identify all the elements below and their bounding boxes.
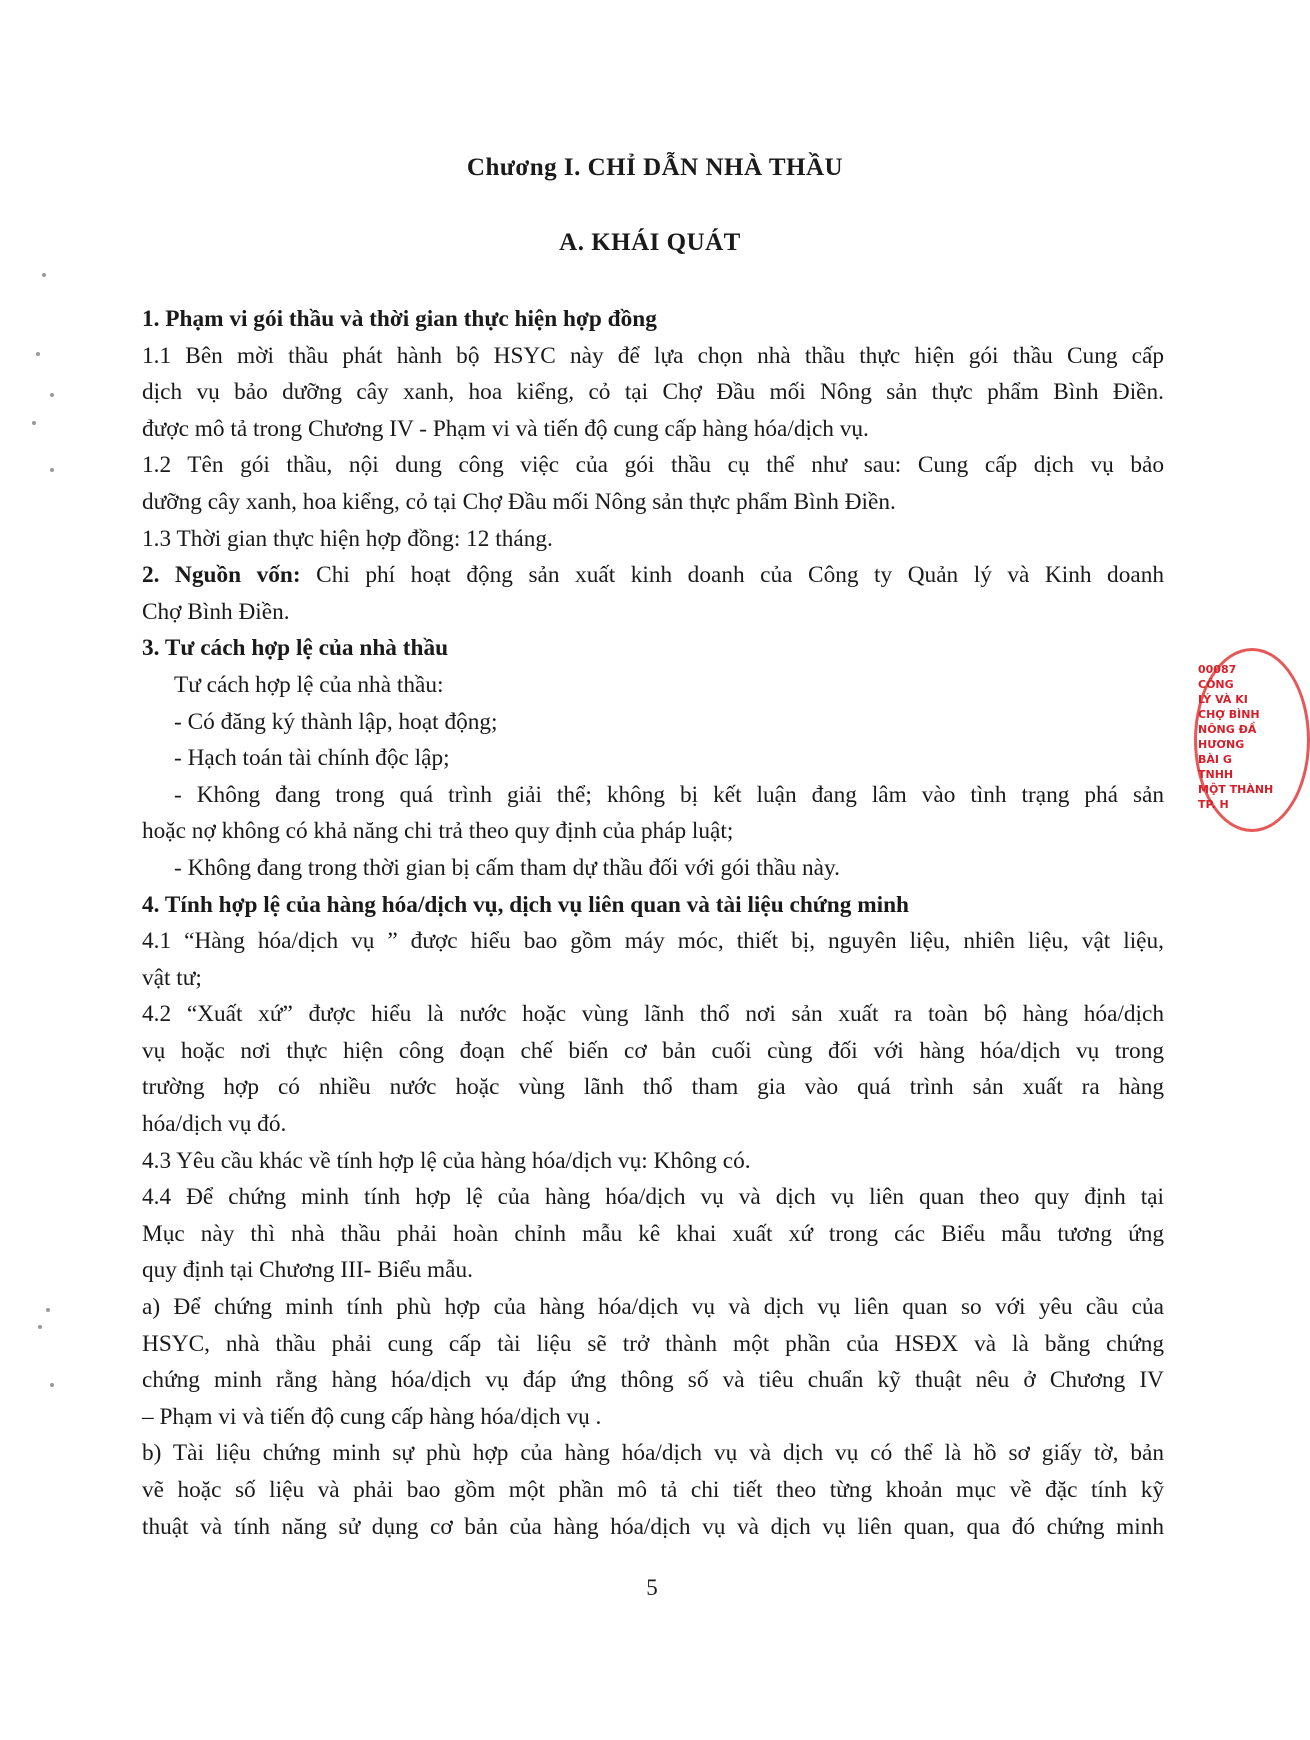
text-line	[142, 1509, 1164, 1546]
line-text: - Hạch toán tài chính độc lập;	[174, 745, 450, 772]
line-text: 4.3 Yêu cầu khác về tính hợp lệ của hàng hóa/dịch vụ: Không có.	[142, 1147, 751, 1174]
text-line	[142, 1179, 1164, 1216]
seal-text-line: TP. H	[1198, 798, 1229, 811]
text-line	[142, 850, 1164, 887]
company-seal	[1190, 648, 1274, 828]
seal-text-line: TNHH	[1198, 768, 1234, 781]
text-line	[142, 667, 1164, 704]
line-text: Tư cách hợp lệ của nhà thầu:	[174, 671, 444, 698]
seal-text-line: 00087	[1198, 663, 1237, 676]
line-text: 1. Phạm vi gói thầu và thời gian thực hiện hợp đồng	[142, 306, 657, 332]
line-text: – Phạm vi và tiến độ cung cấp hàng hóa/dịch vụ .	[142, 1403, 602, 1430]
scan-speck	[46, 1308, 50, 1312]
section-heading-line	[142, 630, 1164, 667]
seal-text-line: NÔNG ĐẦ	[1198, 723, 1257, 736]
line-text: 4.1 “Hàng hóa/dịch vụ ” được hiểu bao gồm máy móc, thiết bị, nguyên liệu, nhiên liệu, vật liệu,	[142, 928, 1164, 955]
text-line	[142, 1326, 1164, 1363]
text-line	[142, 1143, 1164, 1180]
text-line	[142, 411, 1164, 448]
seal-text-line: CÔNG	[1198, 678, 1234, 691]
text-line	[142, 1399, 1164, 1436]
scan-speck	[50, 393, 54, 397]
line-text: 1.2 Tên gói thầu, nội dung công việc của gói thầu cụ thể như sau: Cung cấp dịch vụ bảo	[142, 452, 1164, 479]
line-text: hoặc nợ không có khả năng chi trả theo quy định của pháp luật;	[142, 818, 734, 845]
line-text: thuật và tính năng sử dụng cơ bản của hàng hóa/dịch vụ và dịch vụ liên quan, qua đó chứng minh	[142, 1513, 1164, 1540]
scan-speck	[38, 1325, 42, 1329]
section-heading-line	[142, 301, 1164, 338]
chapter-title: Chương I. CHỈ DẪN NHÀ THẦU	[466, 154, 844, 181]
line-text: hóa/dịch vụ đó.	[142, 1111, 287, 1138]
text-line	[142, 960, 1164, 997]
scan-speck	[32, 421, 36, 425]
line-text: - Không đang trong quá trình giải thể; không bị kết luận đang lâm vào tình trạng phá sản	[174, 781, 1164, 808]
text-line	[142, 996, 1164, 1033]
text-line	[142, 557, 1164, 594]
text-line	[142, 447, 1164, 484]
text-line	[142, 1252, 1164, 1289]
scan-speck	[42, 273, 46, 277]
line-text: 4.2 “Xuất xứ” được hiểu là nước hoặc vùng lãnh thổ nơi sản xuất ra toàn bộ hàng hóa/dịch	[142, 1001, 1164, 1028]
seal-text-line: MỘT THÀNH	[1198, 783, 1274, 796]
line-text: vật tư;	[142, 964, 202, 991]
seal-text-line: LÝ VÀ KI	[1198, 693, 1248, 706]
line-text: dưỡng cây xanh, hoa kiểng, cỏ tại Chợ Đầu mối Nông sản thực phẩm Bình Điền.	[142, 488, 896, 515]
line-text: trường hợp có nhiều nước hoặc vùng lãnh thổ tham gia vào quá trình sản xuất ra hàng	[142, 1074, 1164, 1101]
line-text: - Có đăng ký thành lập, hoạt động;	[174, 708, 498, 735]
text-line	[142, 813, 1164, 850]
line-text: 4.4 Để chứng minh tính hợp lệ của hàng hóa/dịch vụ và dịch vụ liên quan theo quy định tại	[142, 1184, 1164, 1211]
line-text: b) Tài liệu chứng minh sự phù hợp của hàng hóa/dịch vụ và dịch vụ có thể là hồ sơ giấy tờ, bản	[142, 1440, 1164, 1467]
scan-speck	[50, 468, 54, 472]
line-text: 3. Tư cách hợp lệ của nhà thầu	[142, 635, 449, 662]
line-text: 1.3 Thời gian thực hiện hợp đồng: 12 tháng.	[142, 525, 553, 552]
scan-speck	[36, 352, 40, 356]
line-text: 4. Tính hợp lệ của hàng hóa/dịch vụ, dịch vụ liên quan và tài liệu chứng minh	[142, 891, 910, 918]
seal-text	[1198, 662, 1273, 812]
text-line	[142, 1106, 1164, 1143]
page-number: 5	[646, 1575, 658, 1600]
text-line	[142, 1289, 1164, 1326]
text-line	[142, 923, 1164, 960]
seal-text-line: HƯƠNG	[1198, 738, 1245, 751]
seal-text-line: CHỢ BÌNH	[1198, 708, 1260, 721]
line-text: a) Để chứng minh tính phù hợp của hàng hóa/dịch vụ và dịch vụ liên quan so với yêu cầu của	[142, 1294, 1164, 1321]
text-line	[142, 1069, 1164, 1106]
section-title: A. KHÁI QUÁT	[559, 229, 741, 256]
text-line	[142, 484, 1164, 521]
line-text: dịch vụ bảo dưỡng cây xanh, hoa kiểng, cỏ tại Chợ Đầu mối Nông sản thực phẩm Bình Điền.	[142, 379, 1164, 406]
text-line	[142, 1362, 1164, 1399]
text-line	[142, 1435, 1164, 1472]
line-text: chứng minh rằng hàng hóa/dịch vụ đáp ứng thông số và tiêu chuẩn kỹ thuật nêu ở Chương IV	[142, 1367, 1164, 1394]
text-line	[142, 594, 1164, 631]
inline-bold-label: 2. Nguồn vốn:	[142, 562, 301, 589]
text-line	[142, 1472, 1164, 1509]
seal-text-line: BÀI G	[1198, 753, 1232, 766]
line-text: vẽ hoặc số liệu và phải bao gồm một phần mô tả chi tiết theo từng khoản mục về đặc tính kỹ	[142, 1477, 1164, 1503]
text-line	[142, 338, 1164, 375]
line-text: - Không đang trong thời gian bị cấm tham dự thầu đối với gói thầu này.	[174, 854, 840, 881]
line-text: HSYC, nhà thầu phải cung cấp tài liệu sẽ trở thành một phần của HSĐX và là bằng chứng	[142, 1330, 1164, 1357]
text-line	[142, 740, 1164, 777]
text-line	[142, 704, 1164, 741]
line-text: vụ hoặc nơi thực hiện công đoạn chế biến cơ bản cuối cùng đối với hàng hóa/dịch vụ trong	[142, 1037, 1164, 1064]
line-text: Chi phí hoạt động sản xuất kinh doanh của Công ty Quản lý và Kinh doanh	[300, 562, 1164, 589]
line-text: được mô tả trong Chương IV - Phạm vi và tiến độ cung cấp hàng hóa/dịch vụ.	[142, 415, 869, 442]
line-text: Chợ Bình Điền.	[142, 598, 290, 625]
line-text: Mục này thì nhà thầu phải hoàn chỉnh mẫu kê khai xuất xứ trong các Biểu mẫu tương ứng	[142, 1220, 1164, 1247]
text-line	[142, 777, 1164, 814]
document-body	[142, 301, 1164, 1545]
text-line	[142, 521, 1164, 558]
text-line	[142, 374, 1164, 411]
text-line	[142, 1216, 1164, 1253]
section-heading-line	[142, 887, 1164, 924]
line-text: quy định tại Chương III- Biểu mẫu.	[142, 1257, 473, 1284]
text-line	[142, 1033, 1164, 1070]
scan-speck	[50, 1383, 54, 1387]
line-text: 1.1 Bên mời thầu phát hành bộ HSYC này để lựa chọn nhà thầu thực hiện gói thầu Cung cấp	[142, 342, 1164, 369]
